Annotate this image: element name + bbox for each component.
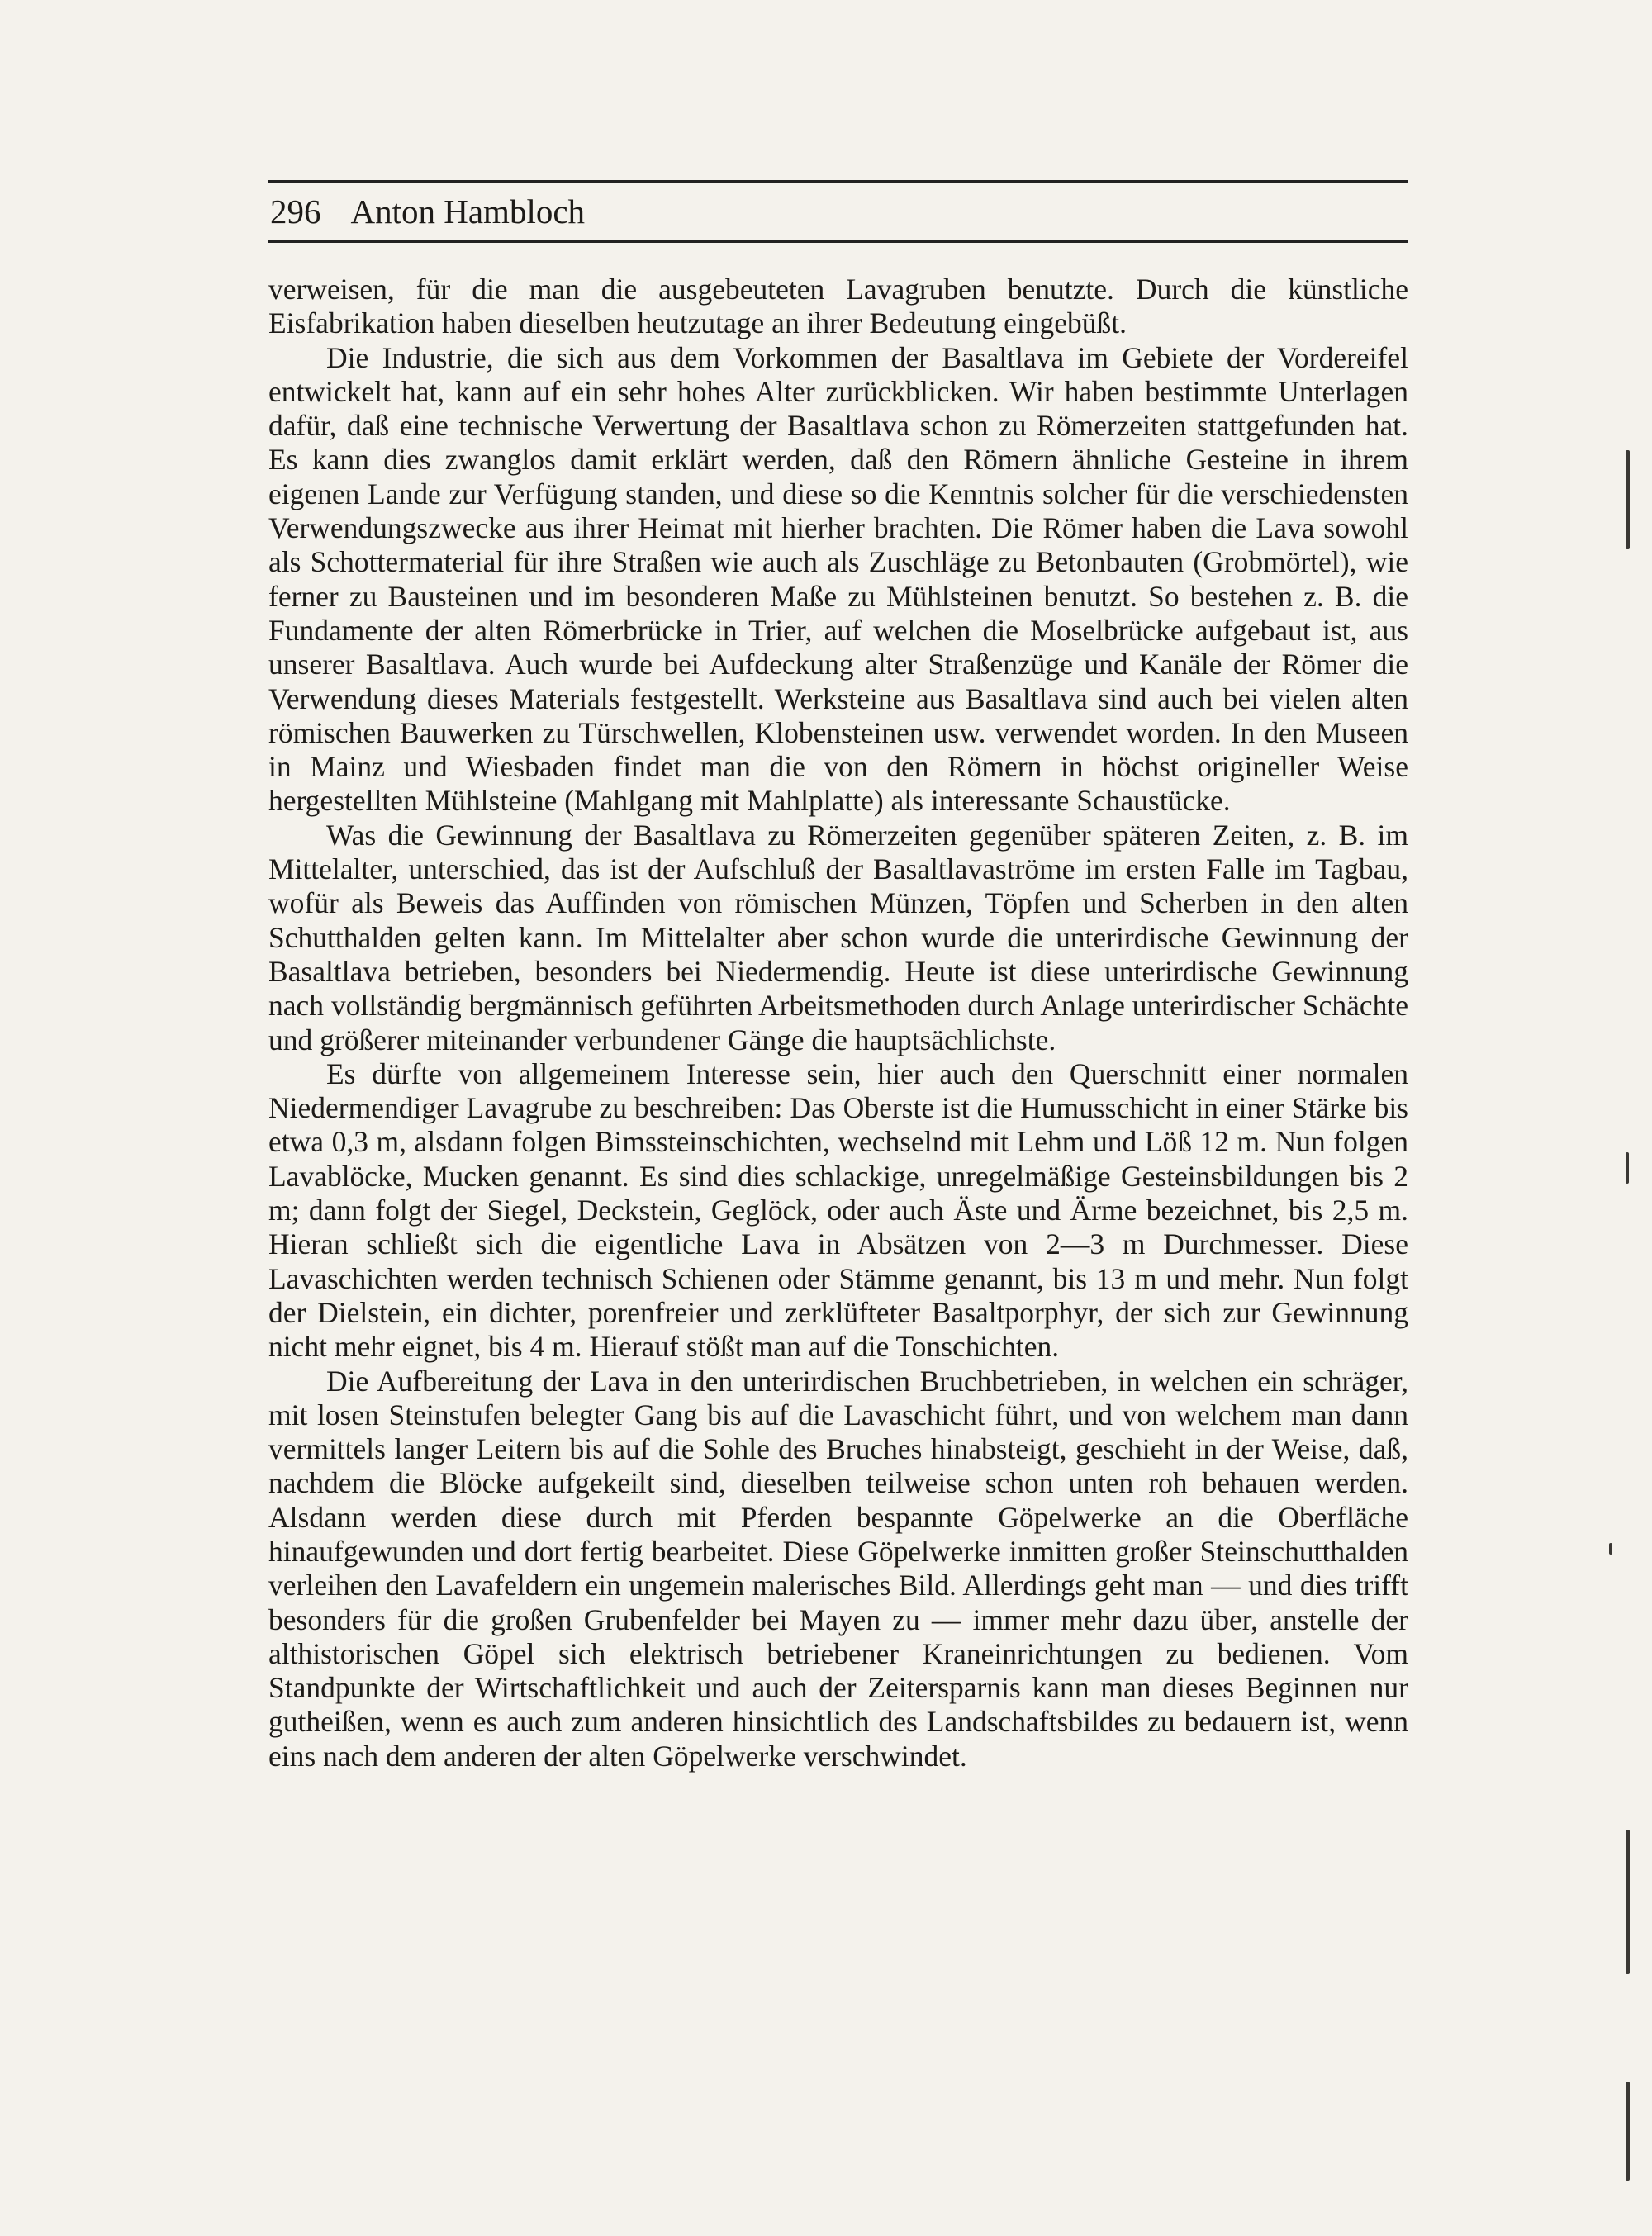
body-text [268, 273, 1408, 1773]
paragraph-industry-history: Die Industrie, die sich aus dem Vorkommen der Basaltlava im Gebiete der Vordereifel entwickelt hat, kann auf ein sehr hohes Alter zurückblicken. Wir haben bestimmte Unterlagen dafür, daß eine technische Verwertung der Basaltlava schon zu Römerzeiten stattgefunden hat. Es kann dies zwanglos damit erklärt werden, daß den Römern ähnliche Gesteine in ihrem eigenen Lande zur Verfügung standen, und diese so die Kenntnis solcher für die verschiedensten Verwendungszwecke aus ihrer Heimat mit hierher brachten. Die Römer haben die Lava sowohl als Schottermaterial für ihre Straßen wie auch als Zuschläge zu Betonbauten (Grobmörtel), wie ferner zu Bausteinen und im besonderen Maße zu Mühlsteinen benutzt. So bestehen z. B. die Fundamente der alten Römerbrücke in Trier, auf welchen die Moselbrücke aufgebaut ist, aus unserer Basaltlava. Auch wurde bei Aufdeckung alter Straßenzüge und Kanäle der Römer die Verwendung dieses Materials festgestellt. Werksteine aus Basaltlava sind auch bei vielen alten römischen Bauwerken zu Türschwellen, Klobensteinen usw. verwendet worden. In den Museen in Mainz und Wiesbaden findet man die von den Römern in höchst origineller Weise hergestellten Mühlsteine (Mahlgang mit Mahlplatte) als interessante Schaustücke. [268, 340, 1408, 818]
scan-artifact [1626, 450, 1630, 549]
paragraph-continuation: verweisen, für die man die ausgebeuteten Lavagruben benutzte. Durch die künstliche Eisfabrikation haben dieselben heutzutage an ihrer Bedeutung eingebüßt. [268, 273, 1408, 340]
paragraph-pit-cross-section: Es dürfte von allgemeinem Interesse sein, hier auch den Querschnitt einer normalen Niedermendiger Lavagrube zu beschreiben: Das Oberste ist die Humusschicht in einer Stärke bis etwa 0,3 m, alsdann folgen Bimssteinschichten, wechselnd mit Lehm und Löß 12 m. Nun folgen Lavablöcke, Mucken genannt. Es sind dies schlackige, unregelmäßige Gesteinsbildungen bis 2 m; dann folgt der Siegel, Deckstein, Geglöck, oder auch Äste und Ärme bezeichnet, bis 2,5 m. Hieran schließt sich die eigentliche Lava in Absätzen von 2—3 m Durchmesser. Diese Lavaschichten werden technisch Schienen oder Stämme genannt, bis 13 m und mehr. Nun folgt der Dielstein, ein dichter, porenfreier und zerklüfteter Basaltporphyr, der sich zur Gewinnung nicht mehr eignet, bis 4 m. Hierauf stößt man auf die Tonschichten. [268, 1056, 1408, 1364]
scan-artifact [1626, 1830, 1630, 1974]
header-rule-top [268, 180, 1408, 183]
paragraph-processing: Die Aufbereitung der Lava in den unterirdischen Bruchbetrieben, in welchen ein schräger, mit losen Steinstufen belegter Gang bis auf die Lavaschicht führt, und von welchem man dann vermittels langer Leitern bis auf die Sohle des Bruches hinabsteigt, geschieht in der Weise, daß, nachdem die Blöcke aufgekeilt sind, dieselben teilweise schon unten roh behauen werden. Alsdann werden diese durch mit Pferden bespannte Göpelwerke an die Oberfläche hinaufgewunden und dort fertig bearbeitet. Diese Göpelwerke inmitten großer Steinschutthalden verleihen den Lavafeldern ein ungemein malerisches Bild. Allerdings geht man — und dies trifft besonders für die großen Grubenfelder bei Mayen zu — immer mehr dazu über, anstelle der althistorischen Göpel sich elektrisch betriebener Kraneinrichtungen zu bedienen. Vom Standpunkte der Wirtschaftlichkeit und auch der Zeitersparnis kann man dieses Beginnen nur gutheißen, wenn es auch zum anderen hinsichtlich des Landschaftsbildes zu bedauern ist, wenn eins nach dem anderen der alten Göpelwerke verschwindet. [268, 1364, 1408, 1773]
running-header-author: Anton Hambloch [350, 192, 586, 230]
header-rule-bottom [268, 240, 1408, 243]
scan-artifact [1626, 2082, 1630, 2181]
running-header [270, 188, 1410, 235]
page-number: 296 [270, 192, 321, 230]
paragraph-extraction-methods: Was die Gewinnung der Basaltlava zu Römerzeiten gegenüber späteren Zeiten, z. B. im Mittelalter, unterschied, das ist der Aufschluß der Basaltlavaströme im ersten Falle im Tagbau, wofür als Beweis das Auffinden von römischen Münzen, Töpfen und Scherben in den alten Schutthalden gelten kann. Im Mittelalter aber schon wurde die unterirdische Gewinnung der Basaltlava betrieben, besonders bei Niedermendig. Heute ist diese unterirdische Gewinnung nach vollständig bergmännisch geführten Arbeitsmethoden durch Anlage unterirdischer Schächte und größerer miteinander verbundener Gänge die hauptsächlichste. [268, 818, 1408, 1056]
scan-artifact [1609, 1543, 1612, 1555]
scan-artifact [1626, 1152, 1629, 1184]
